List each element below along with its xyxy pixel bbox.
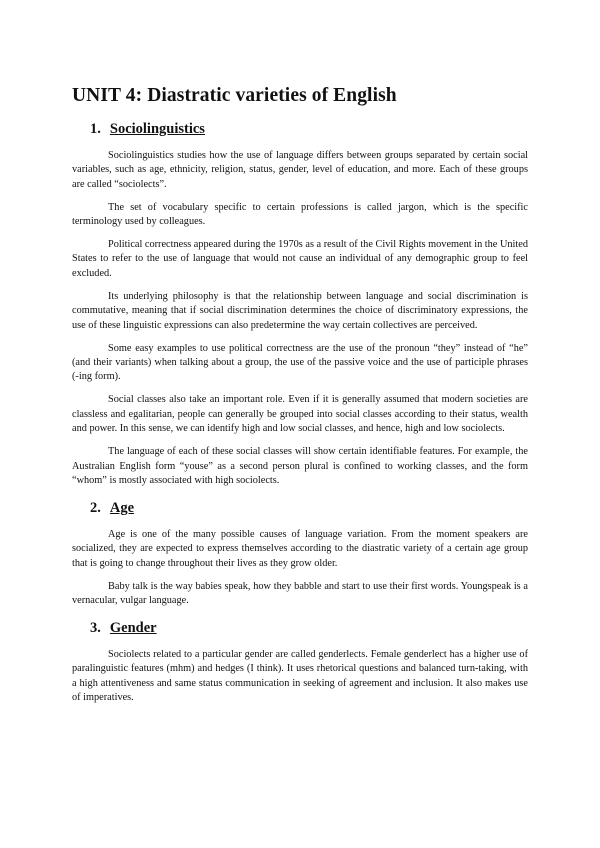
section-number: 2. xyxy=(90,500,101,517)
section-heading-age xyxy=(90,500,528,517)
paragraph: The language of each of these social classes will show certain identifiable features. For example, the Australian English form “youse” as a second person plural is confined to working classes, and the form “whom” is mostly associated with high sociolects. xyxy=(72,446,528,487)
paragraph: Sociolinguistics studies how the use of language differs between groups separated by certain social variables, such as age, ethnicity, religion, status, gender, level of education, and more. Each of these groups are called “sociolects”. xyxy=(72,149,528,190)
paragraph: Some easy examples to use political correctness are the use of the pronoun “they” instead of “he” (and their variants) when talking about a group, the use of the passive voice and the use of participle phrases (-ing form). xyxy=(72,342,528,383)
paragraph: Social classes also take an important role. Even if it is generally assumed that modern societies are classless and egalitarian, people can generally be grouped into social classes according to their status, wealth and power. In this sense, we can identify high and low social classes, and hence, high and low sociolects. xyxy=(72,394,528,435)
section-number: 3. xyxy=(90,620,101,637)
section-heading-sociolinguistics xyxy=(90,121,528,138)
section-number: 1. xyxy=(90,121,101,138)
section-heading-gender xyxy=(90,620,528,637)
document-title: UNIT 4: Diastratic varieties of English xyxy=(72,85,397,106)
paragraph: Age is one of the many possible causes of language variation. From the moment speakers are socialized, they are expected to express themselves according to the diastratic variety of a certain age group that is going to change throughout their lives as they grow older. xyxy=(72,528,528,569)
paragraph: The set of vocabulary specific to certain professions is called jargon, which is the specific terminology used by colleagues. xyxy=(72,201,528,227)
paragraph: Sociolects related to a particular gender are called genderlects. Female genderlect has a higher use of paralinguistic features (mhm) and hedges (I think). It uses rhetorical questions and balanced turn-taking, with a high attentiveness and same status communication in seeking of agreement and inclusion. It also makes use of imperatives. xyxy=(72,648,528,704)
paragraph: Baby talk is the way babies speak, how they babble and start to use their first words. Youngspeak is a vernacular, vulgar language. xyxy=(72,580,528,607)
section-title: Gender xyxy=(109,620,157,637)
paragraph: Political correctness appeared during the 1970s as a result of the Civil Rights movement in the United States to refer to the use of language that would not cause an individual of any demographic group to feel excluded. xyxy=(72,239,528,279)
section-title: Sociolinguistics xyxy=(109,121,205,138)
paragraph: Its underlying philosophy is that the relationship between language and social discrimination is commutative, meaning that if social discrimination determines the choice of discriminatory expressions, the use of these linguistic expressions can also predetermine the way certain collectives are perceived. xyxy=(72,290,528,331)
section-title: Age xyxy=(109,500,135,517)
